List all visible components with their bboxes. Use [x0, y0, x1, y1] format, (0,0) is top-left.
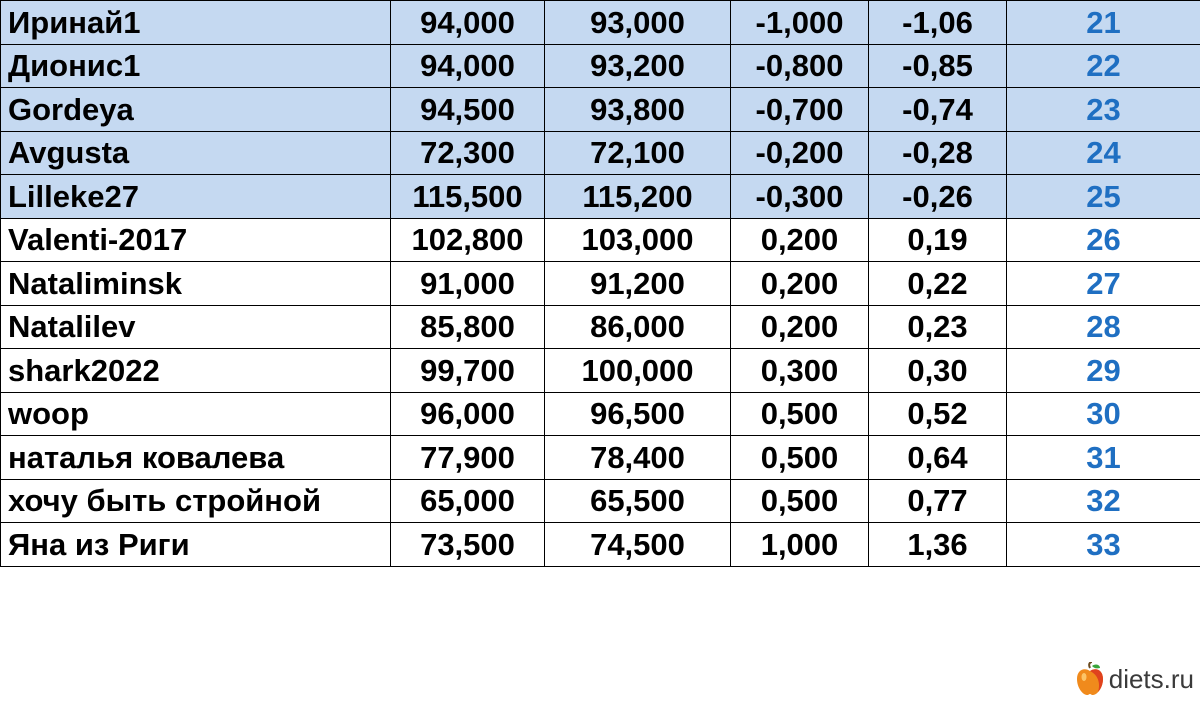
weight-change-cell: 0,300: [731, 349, 869, 393]
participant-name: Дионис1: [1, 44, 391, 88]
participant-name: Nataliminsk: [1, 262, 391, 306]
participant-name: Avgusta: [1, 131, 391, 175]
percent-change-cell: 0,22: [869, 262, 1007, 306]
weight-change-cell: -0,800: [731, 44, 869, 88]
start-weight-cell: 72,300: [391, 131, 545, 175]
rank-cell: 27: [1007, 262, 1200, 306]
table-row: [1, 131, 1200, 175]
current-weight-cell: 100,000: [545, 349, 731, 393]
percent-change-cell: -0,74: [869, 88, 1007, 132]
participant-name: Яна из Риги: [1, 523, 391, 567]
percent-change-cell: -0,28: [869, 131, 1007, 175]
participant-name: хочу быть стройной: [1, 479, 391, 523]
watermark-text: diets.ru: [1108, 664, 1194, 694]
table-row: [1, 88, 1200, 132]
participant-name: Gordeya: [1, 88, 391, 132]
percent-change-cell: 0,77: [869, 479, 1007, 523]
table-row: [1, 349, 1200, 393]
participant-name: woop: [1, 392, 391, 436]
table-row: [1, 523, 1200, 567]
weight-change-cell: 0,500: [731, 436, 869, 480]
percent-change-cell: -0,26: [869, 175, 1007, 219]
start-weight-cell: 115,500: [391, 175, 545, 219]
table-row: [1, 436, 1200, 480]
weight-change-cell: 0,500: [731, 392, 869, 436]
table-body: [1, 1, 1200, 567]
percent-change-cell: 0,23: [869, 305, 1007, 349]
start-weight-cell: 65,000: [391, 479, 545, 523]
table-row: [1, 479, 1200, 523]
current-weight-cell: 74,500: [545, 523, 731, 567]
participant-name: наталья ковалева: [1, 436, 391, 480]
percent-change-cell: 0,30: [869, 349, 1007, 393]
table-row: [1, 392, 1200, 436]
weight-change-cell: 0,200: [731, 262, 869, 306]
current-weight-cell: 96,500: [545, 392, 731, 436]
current-weight-cell: 78,400: [545, 436, 731, 480]
table-row: [1, 262, 1200, 306]
rank-cell: 28: [1007, 305, 1200, 349]
percent-change-cell: 0,19: [869, 218, 1007, 262]
weight-change-cell: 0,200: [731, 218, 869, 262]
weight-change-cell: 1,000: [731, 523, 869, 567]
start-weight-cell: 94,500: [391, 88, 545, 132]
table-row: [1, 175, 1200, 219]
participant-name: Lilleke27: [1, 175, 391, 219]
start-weight-cell: 77,900: [391, 436, 545, 480]
weight-change-cell: 0,200: [731, 305, 869, 349]
table-row: [1, 44, 1200, 88]
current-weight-cell: 115,200: [545, 175, 731, 219]
percent-change-cell: -1,06: [869, 1, 1007, 45]
rank-cell: 22: [1007, 44, 1200, 88]
percent-change-cell: 1,36: [869, 523, 1007, 567]
rank-cell: 24: [1007, 131, 1200, 175]
current-weight-cell: 65,500: [545, 479, 731, 523]
start-weight-cell: 91,000: [391, 262, 545, 306]
start-weight-cell: 73,500: [391, 523, 545, 567]
current-weight-cell: 91,200: [545, 262, 731, 306]
rank-cell: 21: [1007, 1, 1200, 45]
rank-cell: 25: [1007, 175, 1200, 219]
rank-cell: 30: [1007, 392, 1200, 436]
current-weight-cell: 103,000: [545, 218, 731, 262]
table-row: [1, 305, 1200, 349]
weight-change-cell: -1,000: [731, 1, 869, 45]
current-weight-cell: 93,200: [545, 44, 731, 88]
start-weight-cell: 85,800: [391, 305, 545, 349]
table-row: [1, 1, 1200, 45]
participant-name: Natalilev: [1, 305, 391, 349]
start-weight-cell: 94,000: [391, 44, 545, 88]
percent-change-cell: -0,85: [869, 44, 1007, 88]
rank-cell: 29: [1007, 349, 1200, 393]
weight-change-cell: -0,300: [731, 175, 869, 219]
percent-change-cell: 0,52: [869, 392, 1007, 436]
participant-name: Valenti-2017: [1, 218, 391, 262]
rank-cell: 33: [1007, 523, 1200, 567]
rank-cell: 32: [1007, 479, 1200, 523]
current-weight-cell: 93,000: [545, 1, 731, 45]
percent-change-cell: 0,64: [869, 436, 1007, 480]
rank-cell: 31: [1007, 436, 1200, 480]
start-weight-cell: 102,800: [391, 218, 545, 262]
site-watermark: [1075, 662, 1194, 696]
table-row: [1, 218, 1200, 262]
current-weight-cell: 72,100: [545, 131, 731, 175]
rank-cell: 26: [1007, 218, 1200, 262]
participant-name: shark2022: [1, 349, 391, 393]
current-weight-cell: 86,000: [545, 305, 731, 349]
start-weight-cell: 94,000: [391, 1, 545, 45]
rank-cell: 23: [1007, 88, 1200, 132]
current-weight-cell: 93,800: [545, 88, 731, 132]
participant-name: Иринай1: [1, 1, 391, 45]
weight-change-cell: -0,200: [731, 131, 869, 175]
weight-change-cell: 0,500: [731, 479, 869, 523]
weight-change-cell: -0,700: [731, 88, 869, 132]
apple-icon: [1075, 662, 1105, 696]
start-weight-cell: 96,000: [391, 392, 545, 436]
start-weight-cell: 99,700: [391, 349, 545, 393]
